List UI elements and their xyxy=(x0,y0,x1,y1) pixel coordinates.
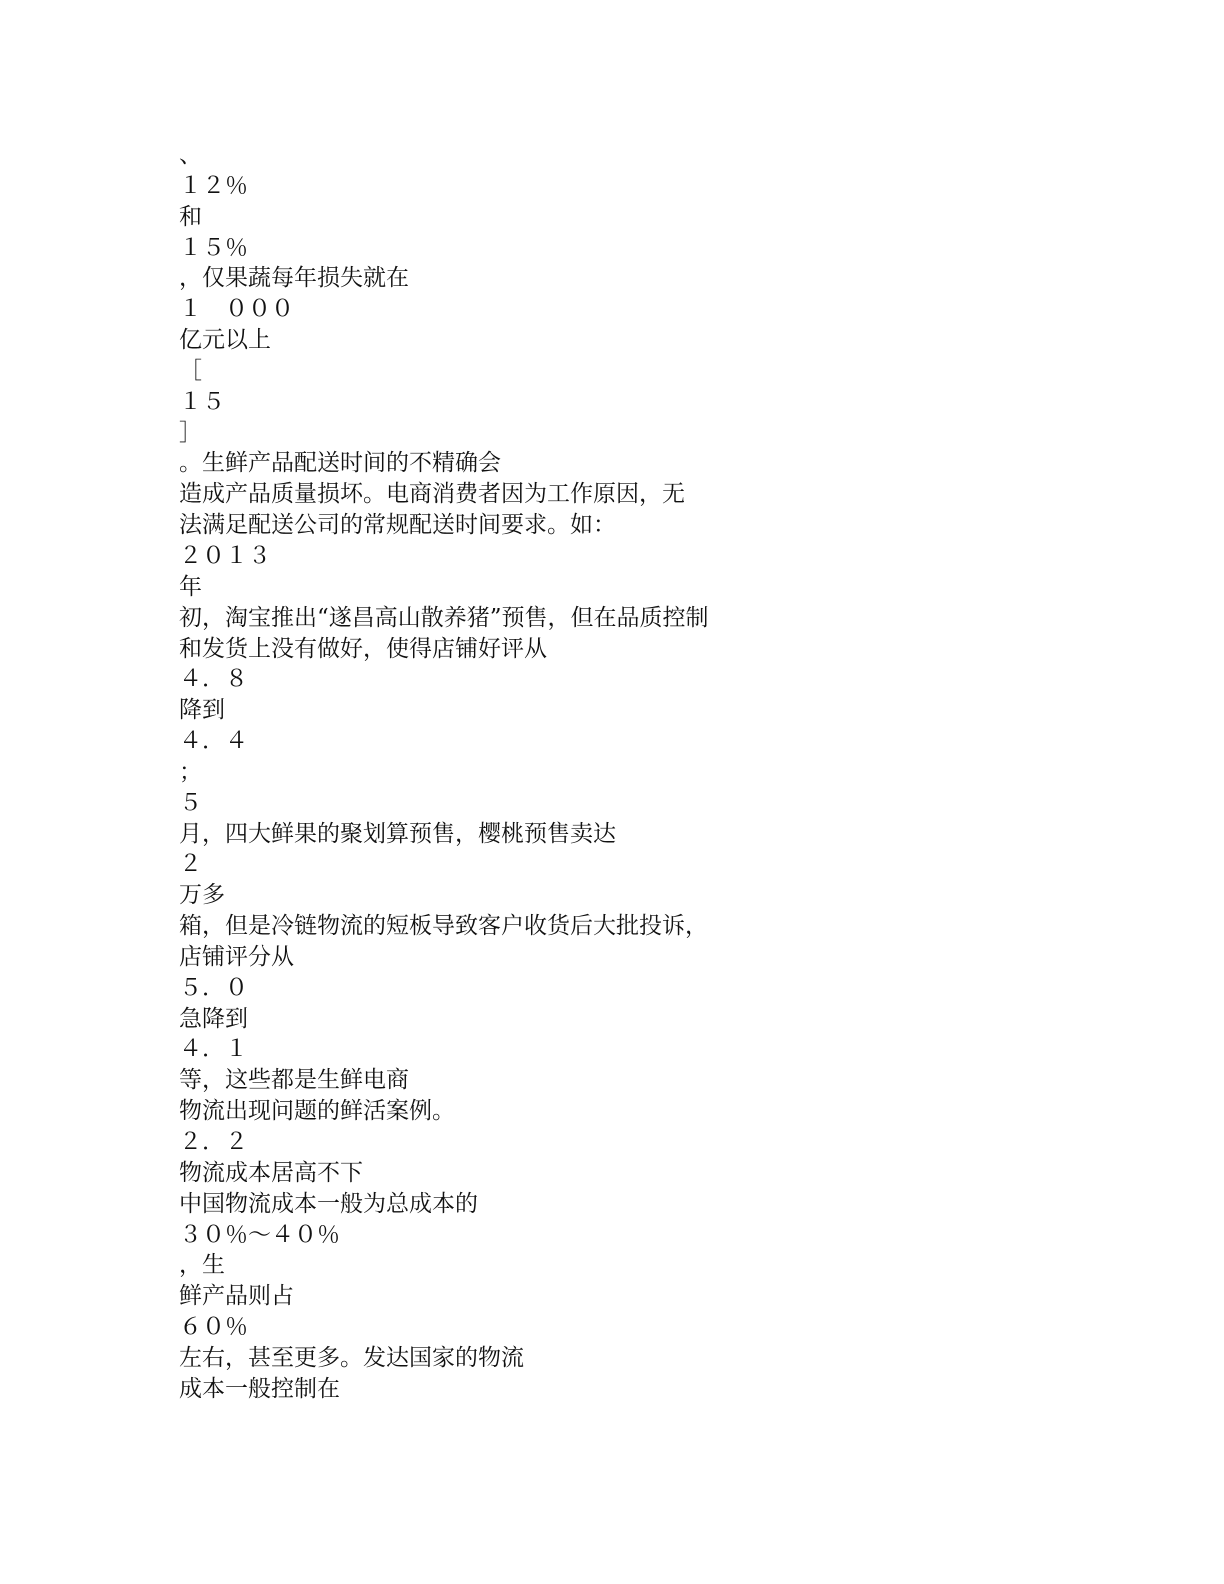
text-line: 、 xyxy=(179,142,202,168)
text-line: 造成产品质量损坏。电商消费者因为工作原因，无 xyxy=(179,481,685,508)
text-line: ［ xyxy=(179,357,202,384)
text-line: １２％ xyxy=(179,172,248,199)
text-line: ５ xyxy=(179,789,202,816)
text-line: 年 xyxy=(179,573,202,600)
text-line: ； xyxy=(179,758,202,785)
text-line: ５．０ xyxy=(179,974,248,1001)
text-line: 法满足配送公司的常规配送时间要求。如： xyxy=(179,512,616,539)
text-line: ，仅果蔬每年损失就在 xyxy=(179,265,409,292)
text-line: 亿元以上 xyxy=(179,327,271,354)
text-line: 物流出现问题的鲜活案例。 xyxy=(179,1098,455,1125)
text-line: 等，这些都是生鲜电商 xyxy=(179,1067,409,1094)
text-line: １５％ xyxy=(179,234,248,261)
text-line: 降到 xyxy=(179,697,225,724)
document-body xyxy=(179,140,1079,1405)
text-line: 。生鲜产品配送时间的不精确会 xyxy=(179,450,501,477)
text-line: 鲜产品则占 xyxy=(179,1283,294,1310)
text-line: 月，四大鲜果的聚划算预售，樱桃预售卖达 xyxy=(179,820,616,847)
text-line: ２０１３ xyxy=(179,542,271,569)
text-line: ６０％ xyxy=(179,1314,248,1341)
text-line: ４．１ xyxy=(179,1036,248,1063)
text-line: 箱，但是冷链物流的短板导致客户收货后大批投诉， xyxy=(179,913,708,940)
text-line: 和 xyxy=(179,203,202,230)
text-line: １５ xyxy=(179,388,225,415)
text-line: 和发货上没有做好，使得店铺好评从 xyxy=(179,635,547,662)
text-line: ４．８ xyxy=(179,666,248,693)
text-line: 店铺评分从 xyxy=(179,943,294,970)
section-heading: 物流成本居高不下 xyxy=(179,1159,363,1186)
text-line: 急降到 xyxy=(179,1005,248,1032)
section-number: ２．２ xyxy=(179,1129,248,1155)
text-line: ３０％～４０％ xyxy=(179,1221,340,1248)
text-line: ，生 xyxy=(179,1252,225,1279)
text-line: ２ xyxy=(179,851,202,878)
text-line: 左右，甚至更多。发达国家的物流 xyxy=(179,1344,524,1371)
text-line: 成本一般控制在 xyxy=(179,1375,340,1402)
text-line: 万多 xyxy=(179,882,225,909)
text-line: ］ xyxy=(179,419,202,446)
text-line: 初，淘宝推出“遂昌高山散养猪”预售，但在品质控制 xyxy=(179,604,709,631)
text-line: １ ０００ xyxy=(179,296,294,323)
text-line: 中国物流成本一般为总成本的 xyxy=(179,1190,478,1217)
text-line: ４．４ xyxy=(179,728,248,755)
